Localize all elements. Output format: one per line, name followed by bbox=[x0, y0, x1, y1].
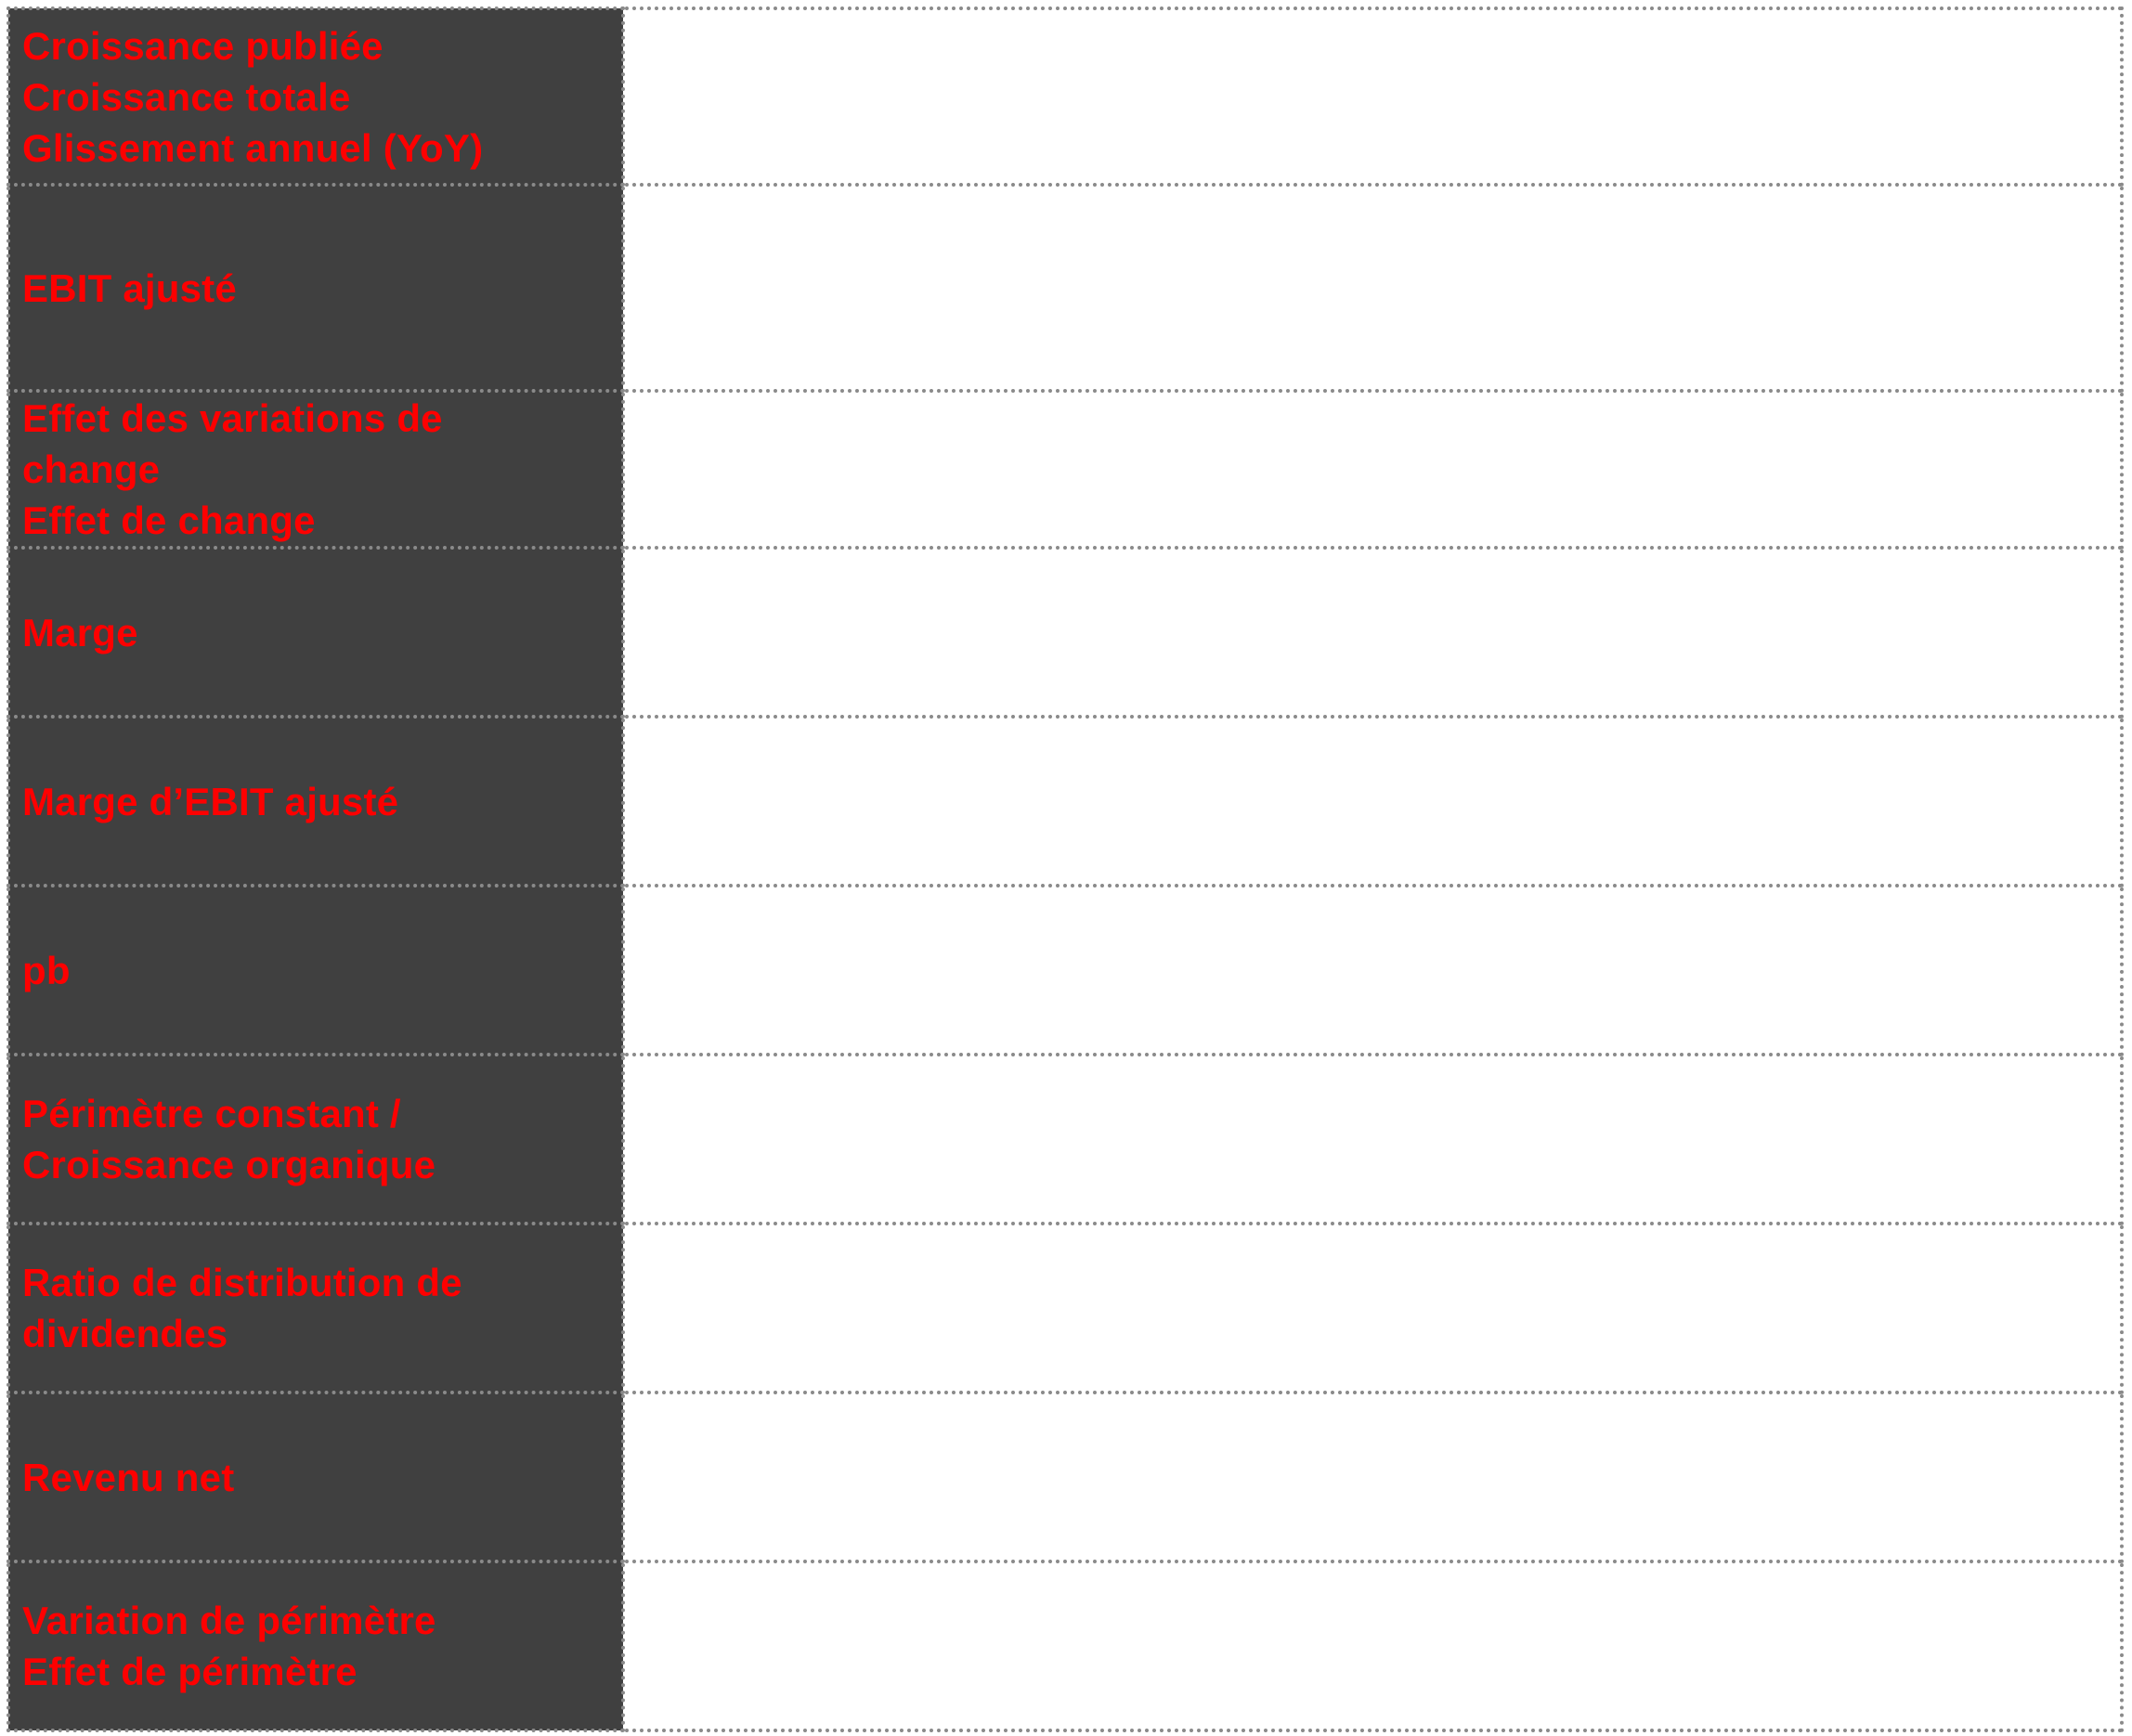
term-label: Périmètre constant / Croissance organique bbox=[22, 1092, 436, 1186]
table-row bbox=[8, 1224, 2122, 1393]
term-label: Marge d’EBIT ajusté bbox=[22, 779, 399, 823]
term-cell bbox=[8, 1224, 623, 1393]
definition-cell bbox=[623, 185, 2122, 391]
term-cell bbox=[8, 8, 623, 185]
term-cell bbox=[8, 1561, 623, 1730]
term-label: Variation de périmètre Effet de périmètre bbox=[22, 1599, 436, 1693]
term-cell bbox=[8, 548, 623, 717]
glossary-table bbox=[6, 6, 2124, 1732]
table-row bbox=[8, 717, 2122, 886]
definition-cell bbox=[623, 1055, 2122, 1224]
table-row bbox=[8, 1393, 2122, 1561]
definition-cell bbox=[623, 1224, 2122, 1393]
definition-cell bbox=[623, 1393, 2122, 1561]
definition-cell bbox=[623, 391, 2122, 548]
term-label: pb bbox=[22, 948, 71, 992]
term-label: Croissance publiée Croissance totale Glissement annuel (YoY) bbox=[22, 23, 484, 170]
definition-cell bbox=[623, 717, 2122, 886]
table-row bbox=[8, 1055, 2122, 1224]
term-label: EBIT ajusté bbox=[22, 266, 237, 310]
term-cell bbox=[8, 1055, 623, 1224]
definition-cell bbox=[623, 886, 2122, 1055]
term-label: Ratio de distribution de dividendes bbox=[22, 1261, 462, 1355]
definition-cell bbox=[623, 548, 2122, 717]
definition-cell bbox=[623, 8, 2122, 185]
table-row bbox=[8, 185, 2122, 391]
term-cell bbox=[8, 391, 623, 548]
term-cell bbox=[8, 886, 623, 1055]
term-cell bbox=[8, 185, 623, 391]
definition-cell bbox=[623, 1561, 2122, 1730]
term-label: Effet des variations de change Effet de change bbox=[22, 396, 443, 542]
table-row bbox=[8, 548, 2122, 717]
term-cell bbox=[8, 717, 623, 886]
term-label: Revenu net bbox=[22, 1455, 235, 1499]
table-row bbox=[8, 8, 2122, 185]
term-cell bbox=[8, 1393, 623, 1561]
table-row bbox=[8, 886, 2122, 1055]
table-row bbox=[8, 1561, 2122, 1730]
table-row bbox=[8, 391, 2122, 548]
term-label: Marge bbox=[22, 610, 138, 654]
